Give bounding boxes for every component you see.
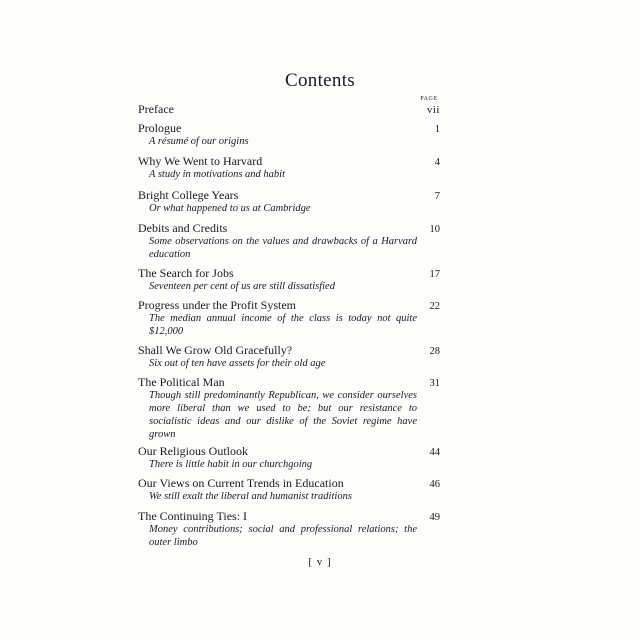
entry-subtitle: There is little habit in our churchgoing xyxy=(149,459,313,470)
entry-title: Our Views on Current Trends in Education xyxy=(138,476,344,490)
page-title: Contents xyxy=(285,70,355,91)
entry-page-number: 28 xyxy=(429,346,440,357)
entry-subtitle: Money contributions; social and professional relations; the outer limbo xyxy=(149,524,417,548)
entry-page-number: 46 xyxy=(429,479,440,490)
page-column-header: PAGE xyxy=(420,96,438,102)
entry-subtitle: Or what happened to us at Cambridge xyxy=(149,203,311,214)
entry-subtitle: Though still predominantly Republican, we consider ourselves more liberal than we used to be; but our resistance to socialistic ideas and our dislike of the Soviet regime have grown xyxy=(149,390,417,440)
entry-title: Shall We Grow Old Gracefully? xyxy=(138,343,293,357)
entry-page-number: vii xyxy=(426,104,440,116)
entry-title: Progress under the Profit System xyxy=(138,298,296,312)
entry-subtitle: A résumé of our origins xyxy=(149,136,249,147)
page-folio: [ v ] xyxy=(308,556,332,568)
entry-page-number: 10 xyxy=(429,224,440,235)
entry-subtitle: We still exalt the liberal and humanist traditions xyxy=(149,491,352,502)
toc-entry xyxy=(138,222,444,261)
toc-entry xyxy=(138,299,444,338)
entry-page-number: 22 xyxy=(429,301,440,312)
entry-page-number: 7 xyxy=(434,191,440,202)
entry-title: Preface xyxy=(138,102,174,116)
entry-page-number: 17 xyxy=(429,269,440,280)
toc-entry xyxy=(138,376,444,441)
entry-page-number: 49 xyxy=(429,512,440,523)
entry-subtitle: Some observations on the values and drawbacks of a Harvard education xyxy=(149,236,417,260)
entry-title: Bright College Years xyxy=(138,188,239,202)
entry-subtitle: A study in motivations and habit xyxy=(149,169,286,180)
entry-title: Why We Went to Harvard xyxy=(138,154,263,168)
entry-title: The Search for Jobs xyxy=(138,266,234,280)
toc-entry xyxy=(138,477,444,503)
entry-page-number: 31 xyxy=(429,378,440,389)
toc-entry xyxy=(138,510,444,549)
entry-title: The Political Man xyxy=(138,375,225,389)
toc-entry xyxy=(138,103,444,116)
toc-entry xyxy=(138,267,444,293)
entry-page-number: 44 xyxy=(429,447,440,458)
entry-title: Debits and Credits xyxy=(138,221,228,235)
entry-title: The Continuing Ties: I xyxy=(138,509,248,523)
entry-title: Our Religious Outlook xyxy=(138,444,248,458)
toc-entry xyxy=(138,189,444,215)
entry-subtitle: Six out of ten have assets for their old age xyxy=(149,358,326,369)
toc-entry xyxy=(138,445,444,471)
entry-title: Prologue xyxy=(138,121,182,135)
toc-entry xyxy=(138,122,444,148)
entry-subtitle: The median annual income of the class is today not quite $12,000 xyxy=(149,313,417,337)
entry-page-number: 4 xyxy=(434,157,440,168)
entry-page-number: 1 xyxy=(434,124,440,135)
toc-entry xyxy=(138,155,444,181)
toc-entry xyxy=(138,344,444,370)
entry-subtitle: Seventeen per cent of us are still dissatisfied xyxy=(149,281,335,292)
